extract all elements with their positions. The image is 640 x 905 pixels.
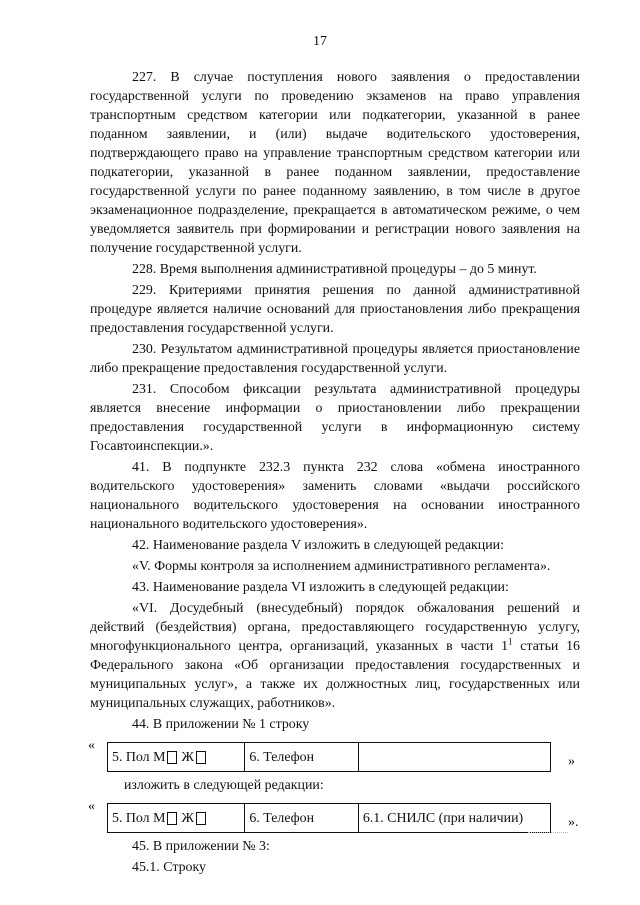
snils-cell: 6.1. СНИЛС (при наличии) bbox=[362, 810, 524, 826]
paragraph-43-quote bbox=[90, 599, 580, 713]
page-number: 17 bbox=[313, 34, 327, 49]
paragraph-45-1: 45.1. Строку bbox=[132, 860, 206, 875]
close-quote: » bbox=[568, 754, 575, 769]
paragraph-229: 229. Критериями принятия решения по данной административной процедуре является наличие оснований для приостановления либо прекращения предоставления государственной услуги. bbox=[90, 283, 580, 336]
paragraph-41: 41. В подпункте 232.3 пункта 232 слова «обмена иностранного водительского удостоверения» заменить словами «выдачи российского национального водительского удостоверения на основании иностранного национального водительского удостоверения». bbox=[90, 460, 580, 532]
open-quote: « bbox=[88, 799, 95, 814]
paragraph-43-quote-part-a: «VI. Досудебный (внесудебный) порядок обжалования решений и действий (бездействия) органа, предоставляющего государственную услугу, многофункционального центра, организаций, указанных в части 1 bbox=[90, 601, 580, 654]
male-checkbox bbox=[167, 812, 177, 825]
male-label: М bbox=[153, 749, 166, 765]
sex-label: 5. Пол bbox=[112, 810, 150, 826]
table-old-row bbox=[90, 736, 580, 776]
replacement-caption: изложить в следующей редакции: bbox=[124, 778, 324, 793]
male-label: М bbox=[153, 810, 166, 826]
sex-cell bbox=[108, 743, 245, 771]
sex-cell bbox=[108, 804, 245, 832]
extra-cell bbox=[359, 743, 550, 771]
table-old bbox=[107, 742, 551, 772]
table-new bbox=[107, 803, 551, 833]
female-label: Ж bbox=[181, 749, 194, 765]
close-quote: ». bbox=[568, 815, 579, 830]
open-quote: « bbox=[88, 738, 95, 753]
table-new-row bbox=[90, 797, 580, 837]
paragraph-43-quote-part-b: статьи 16 Федерального закона «Об организации предоставления государственных и муниципальных услуг», а также их должностных лиц, государственных или муниципальных служащих, работников». bbox=[90, 639, 580, 711]
female-label: Ж bbox=[181, 810, 194, 826]
sex-label: 5. Пол bbox=[112, 749, 150, 765]
paragraph-42: 42. Наименование раздела V изложить в следующей редакции: bbox=[132, 538, 504, 553]
paragraph-227: 227. В случае поступления нового заявления о предоставлении государственной услуги по проведению экзаменов на право управления транспортным средством категории или подкатегории, указанной в ранее поданном заявлении, и (или) выдаче водительского удостоверения, подтверждающего право на управление транспортным средством категории или подкатегории, указанной в ранее поданном заявлении, предоставление государственной услуги по ранее поданному заявлению, в том числе в другое экзаменационное подразделение, прекращается в автоматическом режиме, о чем уведомляется заявитель при формировании и регистрации нового заявления на получение государственной услуги. bbox=[90, 70, 580, 256]
paragraph-45: 45. В приложении № 3: bbox=[132, 839, 270, 854]
phone-cell: 6. Телефон bbox=[245, 743, 359, 771]
male-checkbox bbox=[167, 751, 177, 764]
phone-cell: 6. Телефон bbox=[245, 804, 359, 832]
female-checkbox bbox=[196, 751, 206, 764]
superscript: 1 bbox=[508, 636, 513, 647]
paragraph-44: 44. В приложении № 1 строку bbox=[132, 717, 310, 732]
female-checkbox bbox=[196, 812, 206, 825]
scan-speck bbox=[528, 832, 568, 835]
paragraph-231: 231. Способом фиксации результата административной процедуры является внесение информации о приостановлении либо прекращении предоставления государственной услуги в информационную систему Госавтоинспекции.». bbox=[90, 382, 580, 454]
paragraph-228: 228. Время выполнения административной процедуры – до 5 минут. bbox=[132, 262, 537, 277]
paragraph-43: 43. Наименование раздела VI изложить в следующей редакции: bbox=[132, 580, 509, 595]
paragraph-230: 230. Результатом административной процедуры является приостановление либо прекращение предоставления государственной услуги. bbox=[90, 342, 580, 376]
document-body bbox=[90, 68, 580, 879]
paragraph-42-quote: «V. Формы контроля за исполнением административного регламента». bbox=[132, 559, 551, 574]
